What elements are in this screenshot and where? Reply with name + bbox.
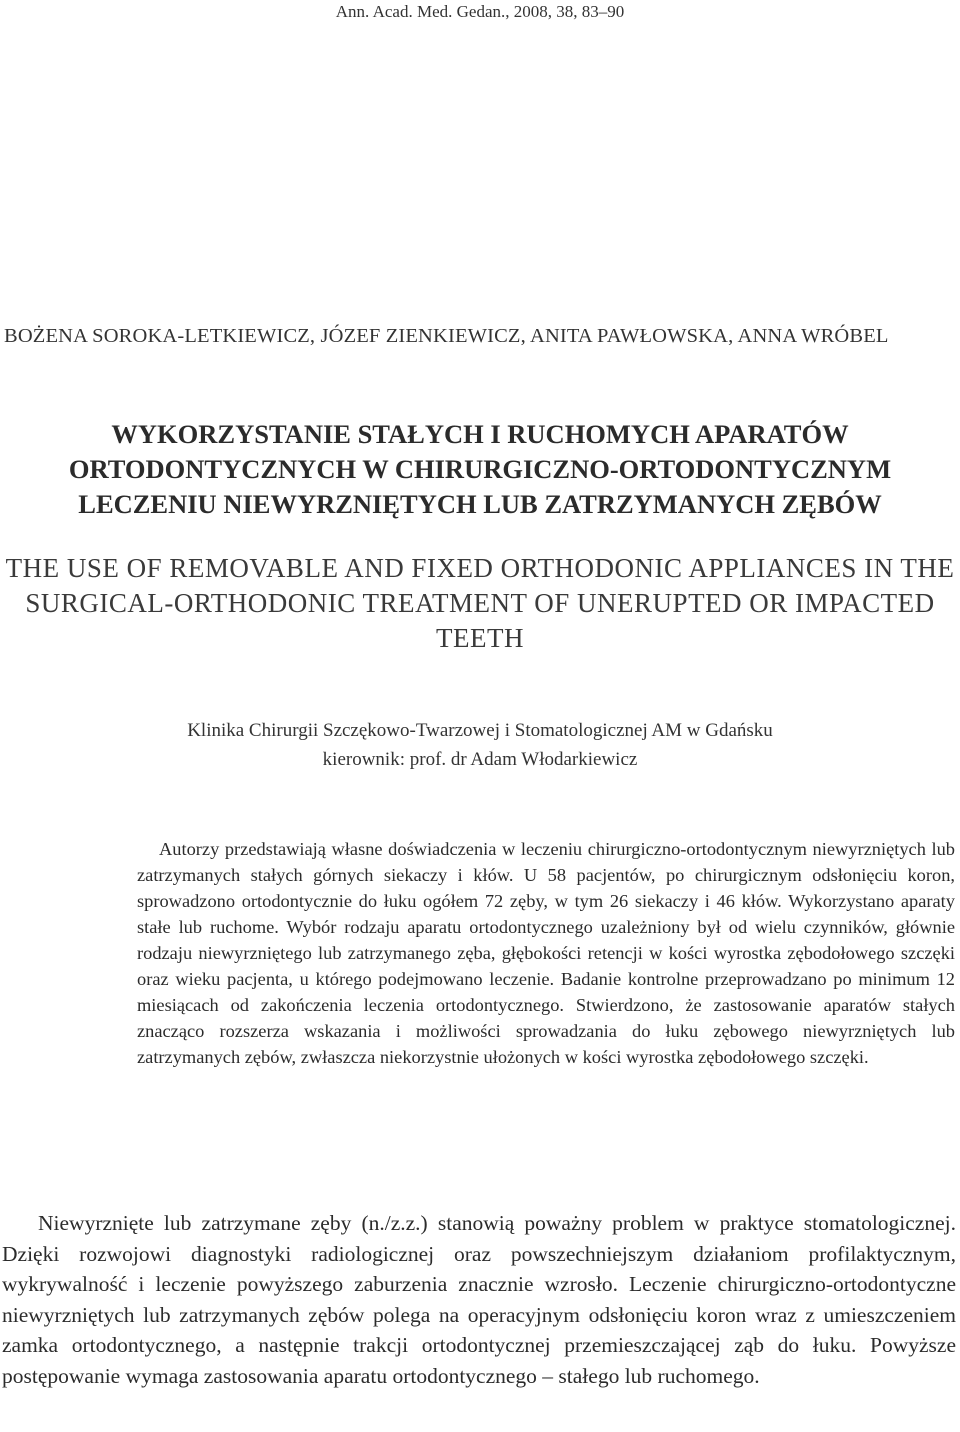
affiliation-head: kierownik: prof. dr Adam Włodarkiewicz — [322, 749, 638, 770]
introduction — [2, 1208, 956, 1391]
intro-paragraph: Niewyrznięte lub zatrzymane zęby (n./z.z.) stanowią poważny problem w praktyce stomatologicznej. Dzięki rozwojowi diagnostyki radiologicznej oraz powszechniejszym działaniom profilaktycznym, wykrywalność i leczenie powyższego zaburzenia znacznie wzrosło. Leczenie chirurgiczno-ortodontyczne niewyrzniętych lub zatrzymanych zębów polega na operacyjnym odsłonięciu koron wraz z umieszczeniem zamka ortodontycznego, a następnie trakcji ortodontycznej przemieszczającej ząb do łuku. Powyższe postępowanie wymaga zastosowania aparatu ortodontycznego – stałego lub ruchomego. — [2, 1211, 956, 1388]
author-list: BOŻENA SOROKA-LETKIEWICZ, JÓZEF ZIENKIEWICZ, ANITA PAWŁOWSKA, ANNA WRÓBEL — [4, 325, 889, 347]
title-english: THE USE OF REMOVABLE AND FIXED ORTHODONIC APPLIANCES IN THE SURGICAL-ORTHODONIC TREATMENT OF UNERUPTED OR IMPACTED TEETH — [5, 553, 955, 653]
affiliation-institution: Klinika Chirurgii Szczękowo-Twarzowej i Stomatologicznej AM w Gdańsku — [187, 720, 773, 741]
affiliation-block — [0, 716, 960, 774]
abstract-text: Autorzy przedstawiają własne doświadczenia w leczeniu chirurgiczno-ortodontycznym niewyrzniętych lub zatrzymanych stałych górnych siekaczy i kłów. U 58 pacjentów, po chirurgicznym odsłonięciu koron, sprowadzono ortodontycznie do łuku ogółem 72 zęby, w tym 26 siekaczy i 46 kłów. Wykorzystano aparaty stałe lub ruchome. Wybór rodzaju aparatu ortodontycznego uzależniony był od wielu czynników, głównie rodzaju niewyrzniętego lub zatrzymanego zęba, głębokości retencji w kości wyrostka zębodołowego szczęki oraz wieku pacjenta, u którego podejmowano leczenie. Badanie kontrolne przeprowadzano po minimum 12 miesiącach od zakończenia leczenia ortodontycznego. Stwierdzono, że zastosowanie aparatów stałych znacząco rozszerza wskazania i możliwości sprowadzania do łuku zębowego niewyrzniętych lub zatrzymanych zębów, zwłaszcza niekorzystnie ułożonych w kości wyrostka zębodołowego szczęki. — [137, 839, 955, 1067]
journal-reference: Ann. Acad. Med. Gedan., 2008, 38, 83–90 — [335, 2, 625, 21]
abstract — [137, 836, 955, 1070]
title-polish: WYKORZYSTANIE STAŁYCH I RUCHOMYCH APARATÓW ORTODONTYCZNYCH W CHIRURGICZNO-ORTODONTYCZNYM LECZENIU NIEWYRZNIĘTYCH LUB ZATRZYMANYCH ZĘBÓW — [68, 419, 892, 519]
